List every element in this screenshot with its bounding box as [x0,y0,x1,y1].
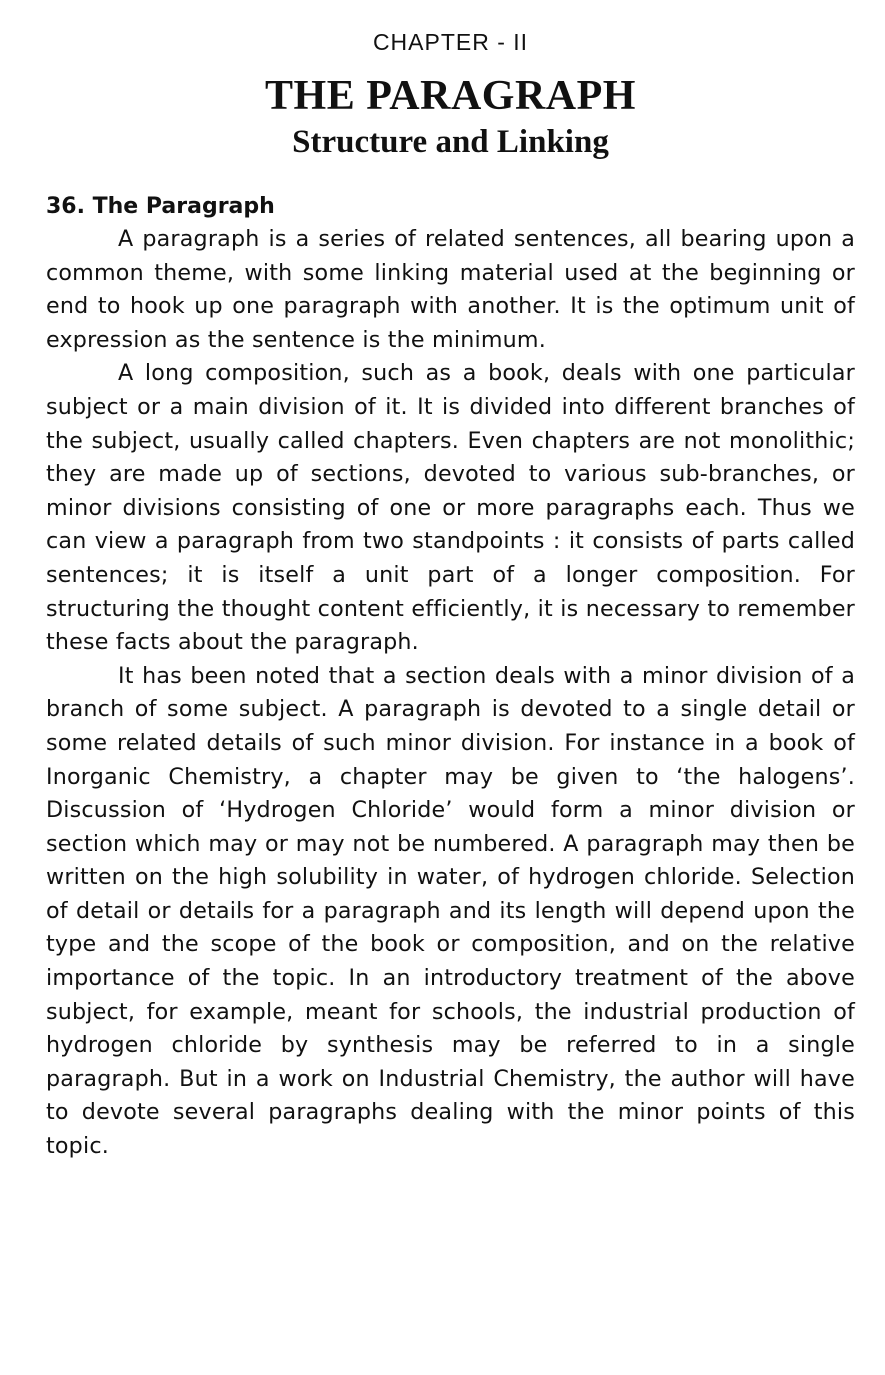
chapter-title: THE PARAGRAPH [265,73,636,119]
chapter-label: CHAPTER - II [372,29,529,55]
body-paragraph-3: It has been noted that a section deals with a minor division of a branch of some subject. A paragraph is devoted to a single detail or some related details of such minor division. For instance in a book of Inorganic Chemistry, a chapter may be given to ‘the halogens’. Discussion of ‘Hydrogen Chloride’ would form a minor division or section which may or may not be numbered. A paragraph may then be written on the high solubility in water, of hydrogen chloride. Selection of detail or details for a paragraph and its length will depend upon the type and the scope of the book or composition, and on the relative importance of the topic. In an introductory treatment of the above subject, for example, meant for schools, the industrial production of hydrogen chloride by synthesis may be referred to in a single paragraph. But in a work on Industrial Chemistry, the author will have to devote several paragraphs dealing with the minor points of this topic. [46,662,855,1160]
body-paragraph-2: A long composition, such as a book, deals with one particular subject or a main division of it. It is divided into different branches of the subject, usually called chapters. Even chapters are not monolithic; they are made up of sections, devoted to various sub-branches, or minor divisions consisting of one or more paragraphs each. Thus we can view a paragraph from two standpoints : it consists of parts called sentences; it is itself a unit part of a longer composition. For structuring the thought content efficiently, it is necessary to remember these facts about the paragraph. [46,360,855,656]
body-paragraph-1: A paragraph is a series of related sentences, all bearing upon a common theme, with some linking material used at the beginning or end to hook up one paragraph with another. It is the optimum unit of expression as the sentence is the minimum. [46,226,855,353]
chapter-subtitle: Structure and Linking [292,124,609,160]
section-heading: 36. The Paragraph [46,194,275,219]
